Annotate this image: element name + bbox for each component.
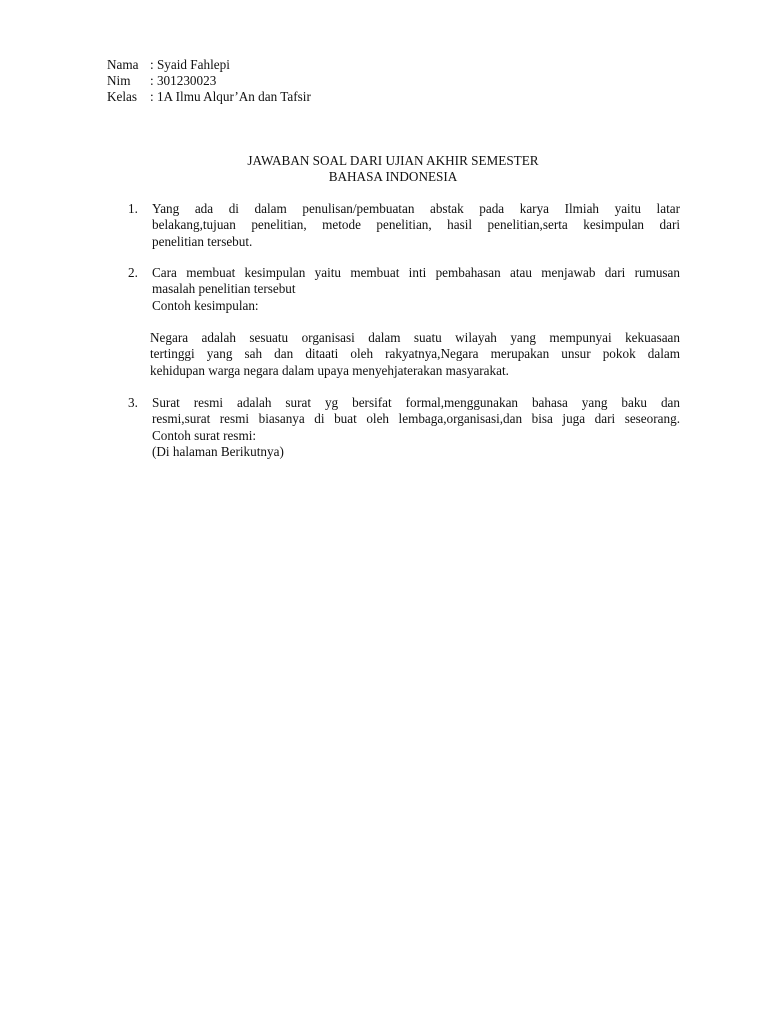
nim-label: Nim	[107, 73, 131, 88]
document-title	[0, 153, 768, 185]
student-info	[107, 57, 311, 105]
answer-item-1	[128, 201, 680, 250]
name-value: : Syaid Fahlepi	[150, 57, 230, 72]
answer-3-line-2: resmi,surat resmi biasanya di buat oleh lembaga,organisasi,dan bisa juga dari seseorang.	[152, 411, 680, 427]
student-name-row	[107, 57, 311, 73]
answer-2-line-3: Contoh kesimpulan:	[152, 297, 259, 313]
answer-2-line-1: Cara membuat kesimpulan yaitu membuat inti pembahasan atau menjawab dari rumusan	[152, 265, 680, 280]
nim-value: : 301230023	[150, 73, 217, 88]
example-line-3: kehidupan warga negara dalam upaya menyehjaterakan masyarakat.	[150, 362, 509, 378]
answer-number-1: 1.	[128, 201, 138, 216]
answer-1-line-3: penelitian tersebut.	[152, 233, 253, 249]
example-line-2: tertinggi yang sah dan ditaati oleh rakyatnya,Negara merupakan unsur pokok dalam	[150, 346, 680, 362]
student-class-row	[107, 89, 311, 105]
name-label: Nama	[107, 57, 139, 72]
answer-item-2	[128, 265, 680, 314]
answer-2-line-2: masalah penelitian tersebut	[152, 281, 296, 297]
answer-text-1	[152, 201, 680, 250]
answer-number-2: 2.	[128, 265, 138, 280]
answer-1-line-1: Yang ada di dalam penulisan/pembuatan abstak pada karya Ilmiah yaitu latar	[152, 201, 680, 216]
answer-1-line-2: belakang,tujuan penelitian, metode penelitian, hasil penelitian,serta kesimpulan dari	[152, 217, 680, 233]
answer-text-3	[152, 395, 680, 461]
title-line-1: JAWABAN SOAL DARI UJIAN AKHIR SEMESTER	[247, 153, 539, 168]
answer-item-3	[128, 395, 680, 461]
example-line-1: Negara adalah sesuatu organisasi dalam suatu wilayah yang mempunyai kekuasaan	[150, 330, 680, 345]
answer-3-line-1: Surat resmi adalah surat yg bersifat formal,menggunakan bahasa yang baku dan	[152, 395, 680, 410]
student-nim-row	[107, 73, 311, 89]
answer-3-line-4: (Di halaman Berikutnya)	[152, 444, 284, 460]
title-line-2: BAHASA INDONESIA	[328, 169, 458, 184]
answer-text-2	[152, 265, 680, 314]
answer-number-3: 3.	[128, 395, 138, 410]
class-label: Kelas	[107, 89, 138, 104]
example-conclusion-paragraph	[150, 330, 680, 379]
answer-3-line-3: Contoh surat resmi:	[152, 427, 257, 443]
class-value: : 1A Ilmu Alqur’An dan Tafsir	[150, 89, 311, 104]
